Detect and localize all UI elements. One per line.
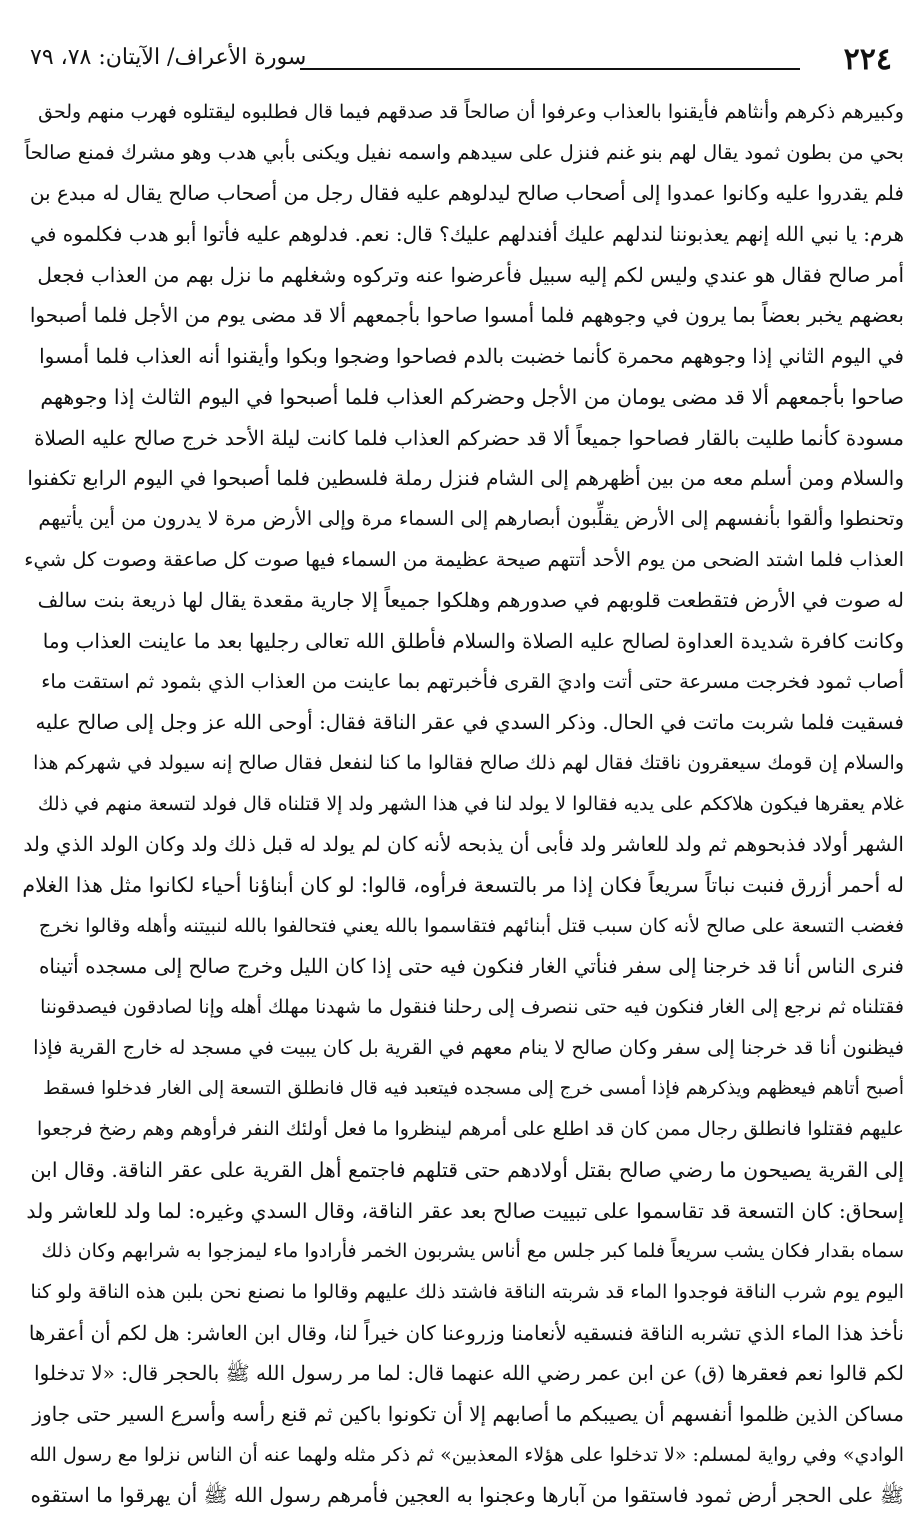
text-line: صاحوا بأجمعهم ألا قد مضى يومان من الأجل وحضركم العذاب فلما أصبحوا في اليوم الثالث إذا وجوههم [40,384,904,409]
text-line: ﷺ على الحجر أرض ثمود فاستقوا من آبارها وعجنوا به العجين فأمرهم رسول الله ﷺ أن يهرقوا ما استقوه [30,1483,904,1508]
text-line: وتحنطوا وألقوا بأنفسهم إلى الأرض يقلِّبون أبصارهم إلى السماء مرة وإلى الأرض مرة لا يدرون من أين يأتيهم [38,506,904,530]
text-line: فنرى الناس أنا قد خرجنا إلى سفر فنأتي الغار فنكون فيه حتى إذا كان الليل وخرج صالح إلى مسجده أتيناه [38,954,904,979]
text-line: فيظنون أنا قد خرجنا إلى سفر وكان صالح لا ينام معهم في القرية بل كان يبيت في مسجد له خارج القرية فإذا [33,1035,904,1059]
text-line: سماه بقدار فكان يشب سريعاً فلما كبر جلس مع أناس يشربون الخمر فأرادوا ماء ليمزجوا به شرابهم وكان ذلك [41,1240,904,1263]
text-line: الشهر أولاد فذبحوهم ثم ولد للعاشر ولد فأبى أن يذبحه لأنه كان لم يولد له قبل ذلك ولد وكان الولد الذي ولد [23,832,904,857]
text-line: فقتلناه ثم نرجع إلى الغار فنكون فيه حتى ننصرف إلى رحلنا فنقول ما شهدنا مهلك أهله وإنا لصادقون فيصدقوننا [40,996,904,1019]
text-line: نأخذ هذا الماء الذي تشربه الناقة فنسقيه لأنعامنا وزروعنا كان خيراً لنا، وقال ابن العاشر: هل لكم أن أعقرها [28,1320,904,1345]
text-line: فلم يقدروا عليه وكانوا عمدوا إلى أصحاب صالح ليدلوهم عليه فقال رجل من أصحاب صالح يقال له مبدع بن [29,181,904,206]
body-text [22,92,904,1516]
text-line: أمر صالح فقال هو عندي وليس لكم إليه سبيل فأعرضوا عنه وتركوه وشغلهم ما نزل بهم من العذاب فجعل [37,262,904,287]
text-line: العذاب فلما اشتد الضحى من يوم الأحد أتتهم صيحة عظيمة من السماء فيها صوت كل صاعقة وصوت كل شيء [24,547,904,571]
running-title: سورة الأعراف/ الآيتان: ٧٨، ٧٩ [30,45,307,70]
text-line: إلى القرية يصيحون ما رضي صالح بقتل أولادهم حتى قتلهم فاجتمع أهل القرية على عقر الناقة. وقال ابن [30,1157,904,1182]
text-line: الوادي» وفي رواية لمسلم: «لا تدخلوا على هؤلاء المعذبين» ثم ذكر مثله ولهما عنه أن الناس نزلوا مع رسول الله [29,1443,904,1466]
text-line: في اليوم الثاني إذا وجوههم محمرة كأنما خضبت بالدم فصاحوا وضجوا وبكوا وأيقنوا أنه العذاب فلما أمسوا [39,344,904,369]
text-line: بعضهم يخبر بعضاً بما يرون في وجوههم فلما أمسوا صاحوا بأجمعهم ألا قد مضى يوم من الأجل فلما أصبحوا [29,303,904,328]
text-line: عليهم فقتلوا فانطلق رجال ممن كان قد اطلع على أمرهم لينظروا ما فعل أولئك النفر فرأوهم وهم رضخ فرجعوا [37,1118,904,1141]
text-line: له أحمر أزرق فنبت نباتاً سريعاً فكان إذا مر بالتسعة فرأوه، قالوا: لو كان أبناؤنا أحياء لكانوا مثل هذا الغلام [22,873,904,898]
text-line: هرم: يا نبي الله إنهم يعذبوننا لندلهم عليك أفندلهم عليك؟ قال: نعم. فدلوهم عليه فأتوا أبو هدب فكلموه في [30,222,904,247]
text-line: والسلام ومن أسلم معه من بين أظهرهم إلى الشام فنزل رملة فلسطين فلما أصبحوا في اليوم الرابع تكفنوا [27,466,904,491]
header-rule [300,68,800,70]
text-line: والسلام إن قومك سيعقرون ناقتك فقال لهم ذلك صالح فقالوا ما كنا لنفعل فقال صالح إنه سيولد في شهركم هذا [33,752,904,774]
text-line: بحي من بطون ثمود يقال لهم بنو غنم فنزل على سيدهم واسمه نفيل ويكنى بأبي هدب وهو مشرك فمنع صالحاً [24,140,904,164]
text-line: فغضب التسعة على صالح لأنه كان سبب قتل أبنائهم فتقاسموا بالله يعني فتحالفوا بالله لنبيتنه وأهله وقالوا نخرج [38,914,904,937]
text-line: له صوت في الأرض فتقطعت قلوبهم في صدورهم وهلكوا جميعاً إلا جارية مقعدة يقال لها ذريعة بنت سالف [37,588,904,613]
text-line: مساكن الذين ظلموا أنفسهم أن يصيبكم ما أصابهم إلا أن تكونوا باكين ثم قنع رأسه وأسرع السير حتى جاوز [32,1402,904,1426]
text-line: أصبح أتاهم فيعظهم ويذكرهم فإذا أمسى خرج إلى مسجده فيتعبد فيه قال فانطلق التسعة إلى الغار فدخلوا فسقط [42,1077,904,1099]
text-line: وكبيرهم ذكرهم وأنثاهم فأيقنوا بالعذاب وعرفوا أن صالحاً قد صدقهم فيما قال فطلبوه ليقتلوه فهرب منهم ولحق [38,101,904,123]
text-line: غلام يعقرها فيكون هلاككم على يديه فقالوا لا يولد لنا في هذا الشهر ولد إلا قتلناه قال فولد لتسعة منهم في ذلك [37,792,904,815]
page-header [30,40,892,80]
text-line: أصاب ثمود فخرجت مسرعة حتى أتت واديَ القرى فأخبرتهم بما عاينت من العذاب الذي بثمود ثم استقت ماء [41,669,904,693]
text-line: مسودة كأنما طليت بالقار فصاحوا جميعاً ألا قد حضركم العذاب فلما كانت ليلة الأحد خرج صالح عليه الصلاة [34,425,904,450]
text-line: فسقيت فلما شربت ماتت في الحال. وذكر السدي في عقر الناقة فقال: أوحى الله عز وجل إلى صالح عليه [35,710,904,735]
text-line: إسحاق: كان التسعة قد تقاسموا على تبييت صالح بعد عقر الناقة، وقال السدي وغيره: لما ولد للعاشر ولد [26,1198,904,1223]
text-line: وكانت كافرة شديدة العداوة لصالح عليه الصلاة والسلام فأطلق الله تعالى رجليها بعد ما عاينت العذاب وما [42,628,904,653]
page-number: ٢٢٤ [843,42,892,77]
text-line: لكم قالوا نعم فعقرها (ق) عن ابن عمر رضي الله عنهما قال: لما مر رسول الله ﷺ بالحجر قال: «لا تدخلوا [33,1361,904,1386]
text-line: اليوم يوم شرب الناقة فوجدوا الماء قد شربته الناقة فاشتد ذلك عليهم وقالوا ما نصنع نحن بلبن هذه الناقة ولو كنا [30,1280,904,1303]
